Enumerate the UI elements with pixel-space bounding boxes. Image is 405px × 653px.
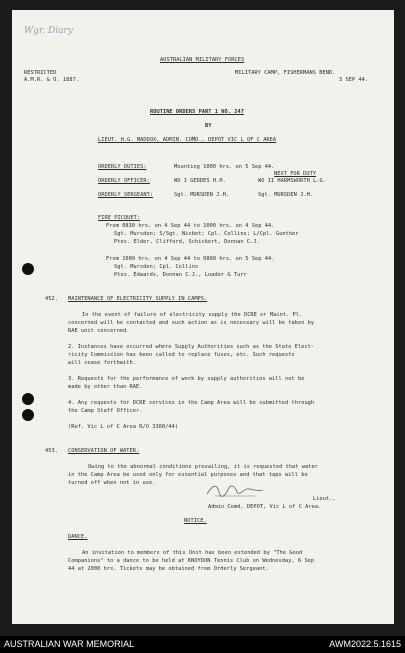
paragraph-line: ricity Commission has been called to replace fuses, etc. Such requests — [68, 352, 295, 358]
paragraph-line: turned off when not in use. — [68, 480, 156, 486]
mounting-time: Mounting 1000 hrs. on 5 Sep 44. — [174, 164, 275, 170]
paragraph-line: the Camp Staff Officer. — [68, 408, 143, 414]
signature-image — [205, 480, 265, 500]
paragraph-line: An invitation to members of this Unit has been extended by "The Good — [82, 550, 303, 556]
signature-title: Admin Comd, DEPOT, Vic L of C Area. — [208, 504, 322, 510]
punch-hole — [22, 393, 34, 405]
paragraph-line: In the event of failure of electricity supply the DCRE or Maint. Pl. — [82, 312, 303, 318]
orderly-sergeant-now: Sgt. MURSDEN J.H. — [174, 192, 230, 198]
orderly-duties-label: ORDERLY DUTIES: — [98, 164, 147, 170]
punch-hole — [22, 263, 34, 275]
orderly-officer-now: WO 1 GEDDES H.H. — [174, 178, 226, 184]
next-for-duty: NEXT FOR DUTY — [274, 171, 317, 177]
reference-number: A.M.R. & O. 1887. — [24, 77, 80, 83]
orders-by: BY — [205, 123, 212, 129]
paragraph-line: made by other than RAE. — [68, 384, 143, 390]
picquet-1-members: Sgt. Mursden; S/Sgt. Nisbet; Cpl. Collins; L/Cpl. Gunther — [114, 231, 299, 237]
paragraph-line: 4. Any requests for DCRE services in the Camp Area will be submitted through — [68, 400, 315, 406]
picquet-1-period: From 0830 hrs. on 4 Sep 44 to 1000 hrs. on 4 Sep 44. — [106, 223, 275, 229]
section-number: 452. — [45, 296, 58, 302]
document-page — [12, 10, 394, 624]
paragraph-line: RAE unit concerned. — [68, 328, 130, 334]
orders-officer: LIEUT. H.G. MADDOX, ADMIN. COMD., DEPOT VIC L OF C AREA — [98, 137, 277, 143]
orderly-sergeant-label: ORDERLY SERGEANT: — [98, 192, 154, 198]
notice-subheading: DANCE. — [68, 534, 88, 540]
notice-heading: NOTICE. — [184, 518, 207, 524]
fire-picquet-label: FIRE PICQUET: — [98, 215, 141, 221]
picquet-1-members: Ptes. Elder, Clifford, Schickert, Donnan C.J. — [114, 239, 260, 245]
paragraph-line: in the Camp Area be used only for essential purposes and that taps will be — [68, 472, 308, 478]
location: MILITARY CAMP, FISHERMANS BEND. — [235, 70, 336, 76]
restricted-label: RESTRICTED — [24, 70, 57, 76]
section-title: CONSERVATION OF WATER. — [68, 448, 140, 454]
paragraph-line: 44 at 2000 hrs. Tickets may be obtained from Orderly Sergeant. — [68, 566, 269, 572]
paragraph-line: will cease forthwith. — [68, 360, 137, 366]
handwritten-note: Wgr. Diary — [24, 26, 73, 36]
section-title: MAINTENANCE OF ELECTRICITY SUPPLY IN CAMPS. — [68, 296, 208, 302]
paragraph-line: 2. Instances have occurred where Supply Authorities such as the State Elect- — [68, 344, 315, 350]
section-number: 453. — [45, 448, 58, 454]
orderly-officer-next: WO II HARMSWORTH L.G. — [258, 178, 327, 184]
footer-bar — [0, 636, 405, 653]
paragraph-line: Owing to the abnormal conditions prevailing, it is requested that water — [88, 464, 318, 470]
paragraph-line: Companions" to a dance to be held at KNOYDON Tennis Club on Wednesday, 6 Sep — [68, 558, 315, 564]
picquet-2-period: From 1000 hrs. on 4 Sep 44 to 0800 hrs. on 5 Sep 44. — [106, 256, 275, 262]
reference-line: (Ref. Vic L of C Area R/O 3360/44) — [68, 424, 179, 430]
orderly-sergeant-next: Sgt. MURSDEN J.H. — [258, 192, 314, 198]
paragraph-line: 3. Requests for the performance of work by supply authorities will not be — [68, 376, 305, 382]
signature-rank: Lieut., — [313, 496, 336, 502]
orderly-officer-label: ORDERLY OFFICER: — [98, 178, 150, 184]
picquet-2-members: Ptes. Edwards, Donnan C.J., Loader & Turr — [114, 272, 247, 278]
header-title: AUSTRALIAN MILITARY FORCES — [160, 57, 245, 63]
punch-hole — [22, 409, 34, 421]
picquet-2-members: Sgt. Mursden; Cpl. Collins — [114, 264, 199, 270]
orders-title: ROUTINE ORDERS PART 1 NO. 247 — [150, 109, 244, 115]
date: 3 SEP 44. — [339, 77, 369, 83]
footer-source: AUSTRALIAN WAR MEMORIAL — [4, 639, 135, 649]
paragraph-line: concerned will be contacted and such action as is necessary will be taken by — [68, 320, 315, 326]
footer-catalog-number: AWM2022.5.1615 — [329, 639, 401, 649]
